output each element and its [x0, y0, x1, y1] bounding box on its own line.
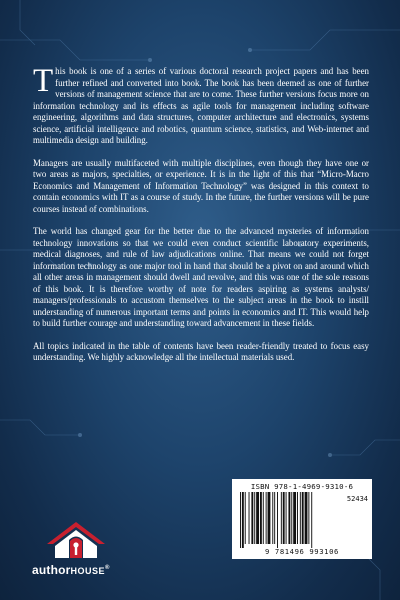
blurb-paragraph-3: The world has changed gear for the better due to the advanced mysteries of information technology innovations so that we could even conduct scientific laboratory experiments, medical diagnoses, and rule of law adjudications online. That means we could not forget information technology as one major tool in hand that should be a pivot on and around which all other areas in management should dwell and revolve, and this was one of the sole reasons of this book. It is therefore worthy of note for readers aspiring as systems analysts/ managers/professionals to accustom themselves to the subject areas in the book to instill understanding of numerous important terms and points in economics and IT. This would help to build further courage and understanding toward advancement in these fields. [33, 226, 369, 328]
back-cover-blurb [33, 63, 369, 375]
authorhouse-wordmark [32, 563, 110, 577]
blurb-paragraph-1 [33, 63, 369, 147]
blurb-paragraph-4: All topics indicated in the table of contents have been reader-friendly treated to focus easy understanding. We highly acknowledge all the intellectual materials used. [33, 340, 369, 362]
registered-mark: ® [105, 565, 110, 571]
publisher-name-main: author [32, 563, 71, 577]
barcode-bars [240, 492, 340, 548]
isbn-label: ISBN 978-1-4969-9310-6 [250, 482, 354, 491]
drop-cap: T [33, 63, 54, 99]
isbn-barcode [232, 479, 372, 559]
publisher-name-house: HOUSE [70, 566, 106, 576]
blurb-paragraph-2: Managers are usually multifaceted with multiple disciplines, even though they have one or two areas as majors, specialties, or experience. It is in the light of this that “Micro-Macro Economics and Management of Information Technology” was designed in this context to contain economics with IT as a course of study. In the future, the further versions will be pure courses instead of combinations. [33, 157, 369, 214]
price-code: 52434 [346, 495, 368, 503]
authorhouse-logo-icon [41, 520, 111, 560]
barcode-number: 9 781496 993106 [265, 547, 339, 556]
blurb-paragraph-1-text: his book is one of a series of various doctoral research project papers and has been further refined and converted into book. The book has been deemed as one of further versions of management science that are to come. These further versions focus more on information technology and its effects as agile tools for management including software engineering, algorithms and data structures, computer architecture and electronics, systems science, artificial intelligence and robotics, quantum science, statistics, and Web-internet and multimedia design and building. [33, 66, 369, 145]
